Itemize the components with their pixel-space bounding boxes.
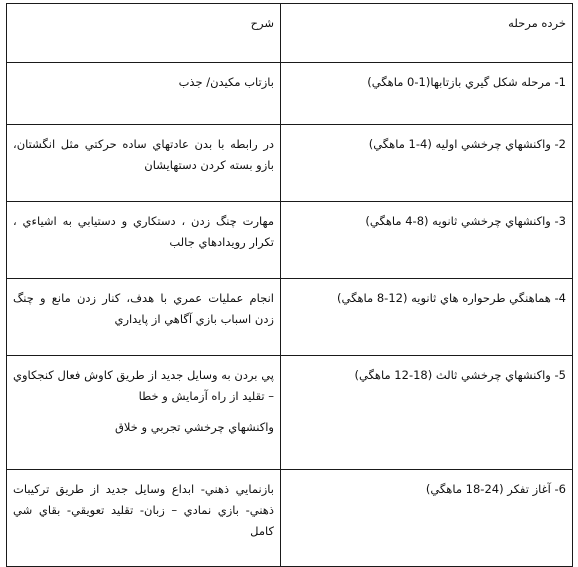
description-text: انجام عمليات عمري با هدف، كنار زدن مانع و چنگ زدن اسباب بازي آگاهي از پايداري [13,291,274,326]
stage-cell: 6- آغاز تفكر (24-18 ماهگي) [281,470,573,567]
table-header-row [7,4,573,63]
stage-cell: 1- مرحله شكل گيري بازتابها(1-0 ماهگي) [281,63,573,125]
description-text: بازنمايي ذهني- ابداع وسايل جديد از طريق تركيبات ذهني- بازي نمادي – زبان- تقليد تعويقي- بقاي شي كامل [13,482,274,538]
header-stage: خرده مرحله [281,4,573,63]
description-cell [7,202,281,279]
description-cell [7,125,281,202]
stage-cell: 3- واكنشهاي چرخشي ثانويه (8-4 ماهگي) [281,202,573,279]
description-cell [7,279,281,356]
table-row [7,279,573,356]
table-row [7,470,573,567]
stage-cell: 5- واكنشهاي چرخشي ثالث (18-12 ماهگي) [281,356,573,470]
table-row [7,63,573,125]
header-description: شرح [7,4,281,63]
description-text: بازتاب مكيدن/ جذب [178,75,274,89]
table-row [7,356,573,470]
description-cell [7,63,281,125]
description-text: در رابطه با بدن عادتهاي ساده حركتي مثل انگشتان، بازو بسته كردن دستهايشان [13,137,274,172]
description-cell [7,470,281,567]
stage-cell: 4- هماهنگي طرحواره هاي ثانويه (12-8 ماهگي) [281,279,573,356]
description-cell [7,356,281,470]
table-row [7,125,573,202]
description-text: پي بردن به وسايل جديد از طريق كاوش فعال كنجكاوي – تقليد از راه آزمايش و خطا [13,368,274,403]
stage-cell: 2- واكنشهاي چرخشي اوليه (4-1 ماهگي) [281,125,573,202]
description-text: مهارت چنگ زدن ، دستكاري و دستيابي به اشياءي ، تكرار رويدادهاي جالب [13,214,274,249]
developmental-stages-table [6,3,573,567]
description-text: واكنشهاي چرخشي تجربي و خلاق [115,420,274,434]
table-row [7,202,573,279]
